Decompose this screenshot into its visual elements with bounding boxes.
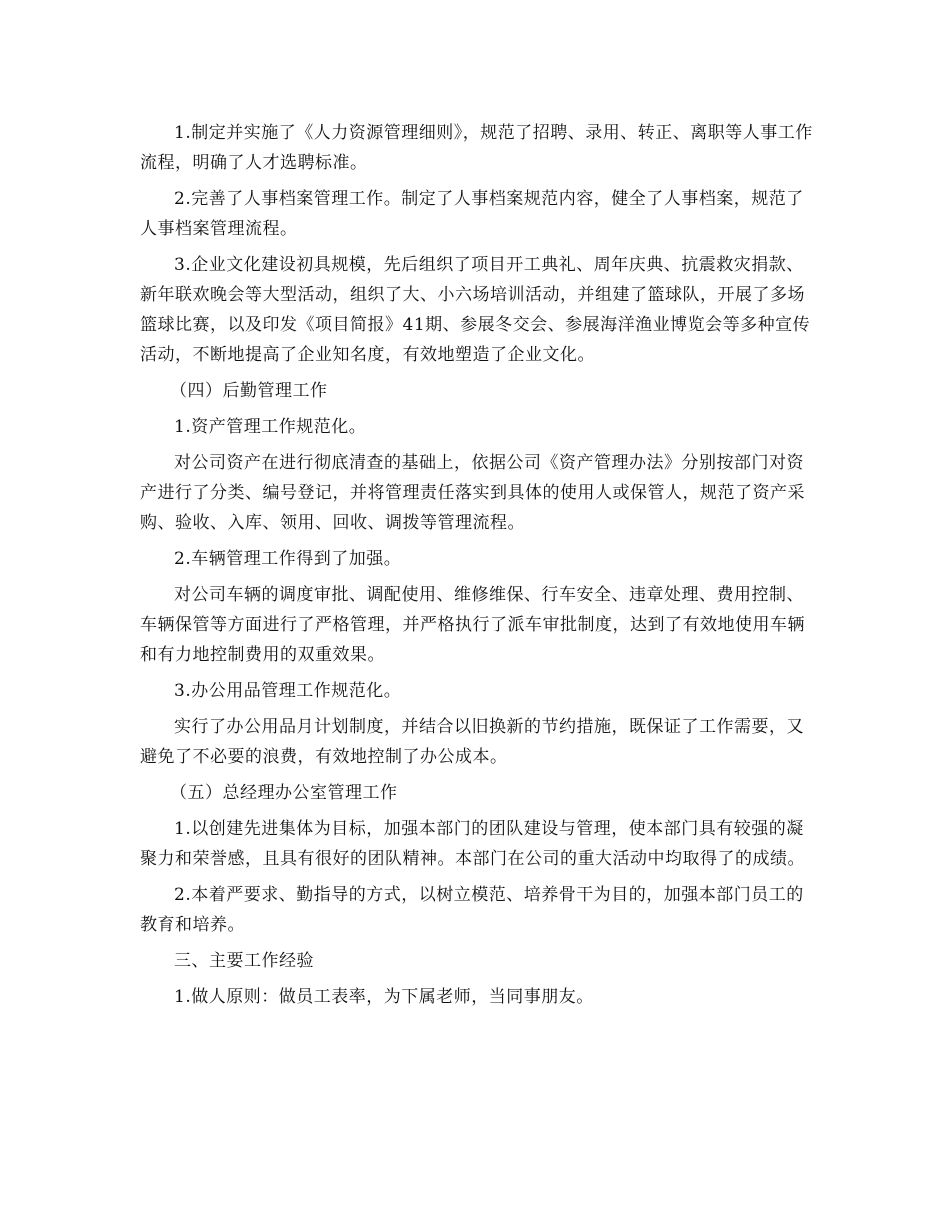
- paragraph-asset-heading: 1.资产管理工作规范化。: [174, 417, 367, 437]
- section-heading-gm-office: （五）总经理办公室管理工作: [170, 783, 398, 803]
- paragraph-vehicle-body: 对公司车辆的调度审批、调配使用、维修维保、行车安全、违章处理、费用控制、车辆保管等方面进行了严格管理，并严格执行了派车审批制度，达到了有效地使用车辆和有力地控制费用的双重效果。: [140, 585, 805, 665]
- paragraph-hr-archives: 2.完善了人事档案管理工作。制定了人事档案规范内容，健全了人事档案，规范了人事档案管理流程。: [140, 189, 804, 239]
- paragraph-team-building: 1.以创建先进集体为目标，加强本部门的团队建设与管理，使本部门具有较强的凝聚力和荣誉感，且具有很好的团队精神。本部门在公司的重大活动中均取得了的成绩。: [140, 819, 805, 869]
- paragraph-conduct-principle: 1.做人原则：做员工表率，为下属老师，当同事朋友。: [174, 987, 594, 1007]
- paragraph-asset-body: 对公司资产在进行彻底清查的基础上，依据公司《资产管理办法》分别按部门对资产进行了分类、编号登记，并将管理责任落实到具体的使用人或保管人，规范了资产采购、验收、入库、领用、回收、调拨等管理流程。: [140, 453, 805, 533]
- paragraph-hr-rules: 1.制定并实施了《人力资源管理细则》，规范了招聘、录用、转正、离职等人事工作流程，明确了人才选聘标准。: [140, 123, 813, 173]
- paragraph-office-supplies-heading: 3.办公用品管理工作规范化。: [174, 681, 402, 701]
- section-heading-experience: 三、主要工作经验: [174, 951, 314, 971]
- paragraph-vehicle-heading: 2.车辆管理工作得到了加强。: [174, 549, 402, 569]
- paragraph-corporate-culture: 3.企业文化建设初具规模，先后组织了项目开工典礼、周年庆典、抗震救灾捐款、新年联欢晚会等大型活动，组织了大、小六场培训活动，并组建了篮球队，开展了多场篮球比赛，以及印发《项目简报》41期、参展冬交会、参展海洋渔业博览会等多种宣传活动，不断地提高了企业知名度，有效地塑造了企业文化。: [140, 255, 811, 365]
- section-heading-logistics: （四）后勤管理工作: [170, 381, 328, 401]
- document-body: [140, 118, 820, 1018]
- paragraph-staff-training: 2.本着严要求、勤指导的方式，以树立模范、培养骨干为目的，加强本部门员工的教育和培养。: [140, 885, 804, 935]
- paragraph-office-supplies-body: 实行了办公用品月计划制度，并结合以旧换新的节约措施，既保证了工作需要，又避免了不必要的浪费，有效地控制了办公成本。: [140, 717, 804, 767]
